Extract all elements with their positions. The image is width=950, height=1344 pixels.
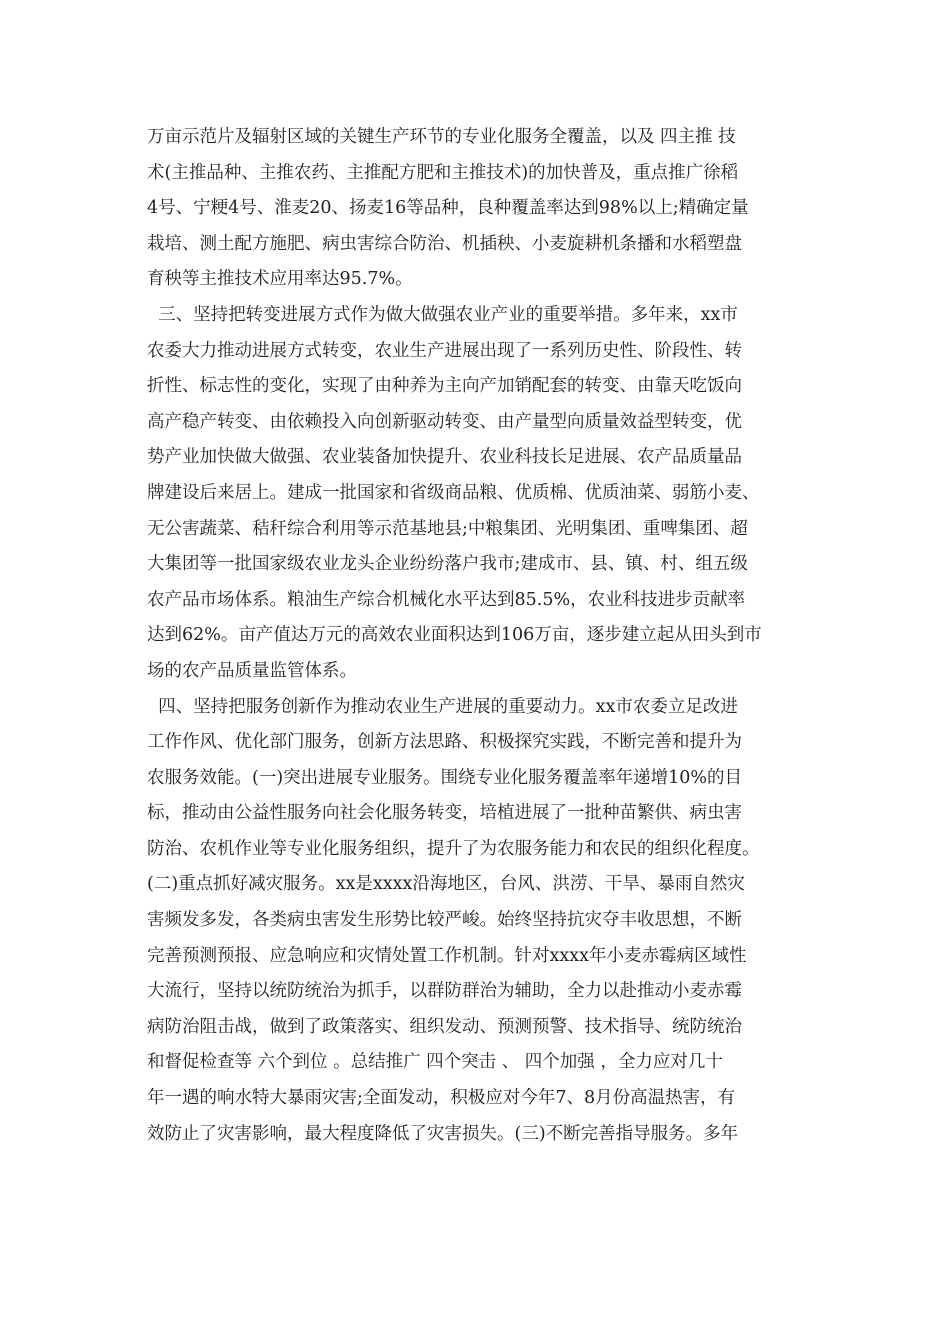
text-line: 害频发多发，各类病虫害发生形势比较严峻。始终坚持抗灾夺丰收思想，不断 — [147, 910, 742, 931]
text-line: 大集团等一批国家级农业龙头企业纷纷落户我市;建成市、县、镇、村、组五级 — [147, 554, 748, 575]
text-line: 病防治阻击战，做到了政策落实、组织发动、预测预警、技术指导、统防统治 — [147, 1016, 742, 1037]
text-line: 农委大力推动进展方式转变，农业生产进展出现了一系列历史性、阶段性、转 — [147, 340, 742, 361]
text-line: (二)重点抓好减灾服务。xx是xxxx沿海地区，台风、洪涝、干旱、暴雨自然灾 — [147, 874, 745, 895]
text-line: 标，推动由公益性服务向社会化服务转变，培植进展了一批种苗繁供、病虫害 — [147, 803, 742, 824]
text-line: 栽培、测土配方施肥、病虫害综合防治、机插秧、小麦旋耕机条播和水稻塑盘 — [147, 233, 742, 254]
text-line: 无公害蔬菜、秸秆综合利用等示范基地县;中粮集团、光明集团、重啤集团、超 — [147, 518, 748, 539]
text-line: 农服务效能。(一)突出进展专业服务。围绕专业化服务覆盖率年递增10%的目 — [147, 767, 743, 788]
text-line: 效防止了灾害影响，最大程度降低了灾害损失。(三)不断完善指导服务。多年 — [147, 1123, 739, 1144]
text-line: 年一遇的响水特大暴雨灾害;全面发动，积极应对今年7、8月份高温热害，有 — [147, 1088, 736, 1109]
text-line: 场的农产品质量监管体系。 — [147, 660, 357, 681]
text-line: 万亩示范片及辐射区域的关键生产环节的专业化服务全覆盖，以及 四主推 技 — [147, 127, 736, 147]
text-line: 牌建设后来居上。建成一批国家和省级商品粮、优质棉、优质油菜、弱筋小麦、 — [147, 482, 760, 503]
document-body — [147, 120, 807, 1152]
paragraph-three-start: 三、坚持把转变进展方式作为做大做强农业产业的重要举措。多年来，xx市 — [147, 304, 738, 325]
paragraph-four-start: 四、坚持把服务创新作为推动农业生产进展的重要动力。xx市农委立足改进 — [147, 696, 738, 717]
text-line: 术(主推品种、主推农药、主推配方肥和主推技术)的加快普及，重点推广徐稻 — [147, 162, 739, 183]
text-line: 大流行，坚持以统防统治为抓手，以群防群治为辅助，全力以赴推动小麦赤霉 — [147, 981, 742, 1002]
text-line: 和督促检查等 六个到位 。总结推广 四个突击 、 四个加强 ，全力应对几十 — [147, 1052, 723, 1073]
text-line: 折性、标志性的变化，实现了由种养为主向产加销配套的转变、由靠天吃饭向 — [147, 376, 742, 397]
text-line: 工作作风、优化部门服务，创新方法思路、积极探究实践，不断完善和提升为 — [147, 732, 742, 753]
text-line: 达到62%。亩产值达万元的高效农业面积达到106万亩，逐步建立起从田头到市 — [147, 625, 762, 646]
text-line: 势产业加快做大做强、农业装备加快提升、农业科技长足进展、农产品质量品 — [147, 447, 742, 468]
text-line: 防治、农机作业等专业化服务组织，提升了为农服务能力和农民的组织化程度。 — [147, 838, 760, 859]
text-line: 农产品市场体系。粮油生产综合机械化水平达到85.5%，农业科技进步贡献率 — [147, 589, 746, 610]
text-line: 完善预测预报、应急响应和灾情处置工作机制。针对xxxx年小麦赤霉病区域性 — [147, 945, 747, 966]
text-line: 高产稳产转变、由依赖投入向创新驱动转变、由产量型向质量效益型转变，优 — [147, 411, 742, 432]
text-line: 育秧等主推技术应用率达95.7%。 — [147, 269, 413, 290]
text-line: 4号、宁粳4号、淮麦20、扬麦16等品种，良种覆盖率达到98%以上;精确定量 — [147, 198, 749, 219]
